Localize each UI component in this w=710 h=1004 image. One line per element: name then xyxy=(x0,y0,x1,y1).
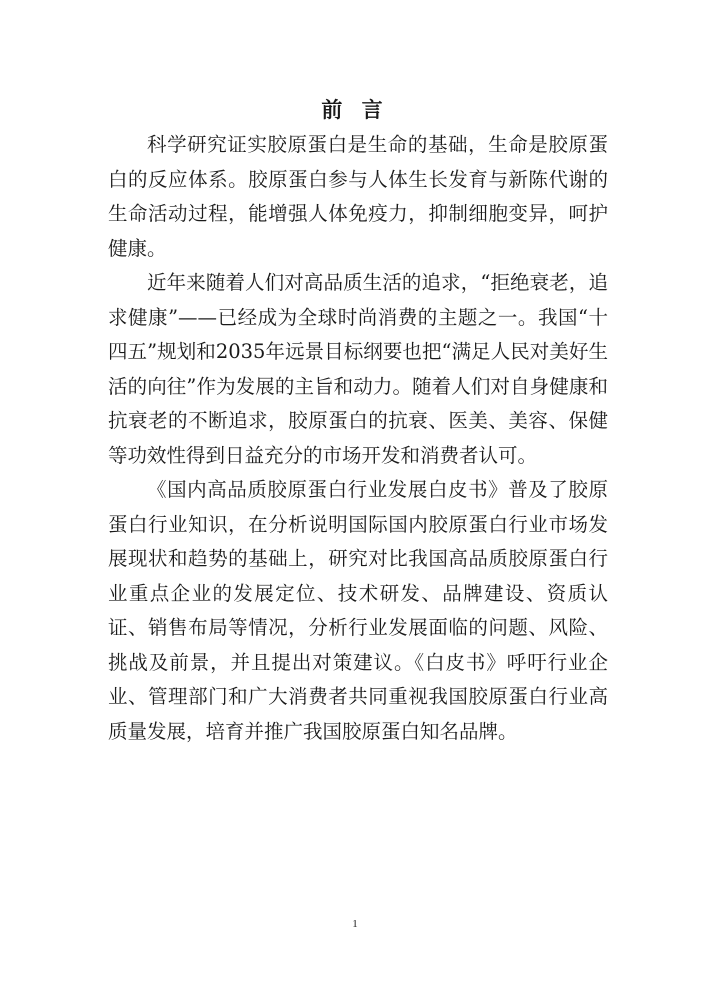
paragraph-1: 科学研究证实胶原蛋白是生命的基础，生命是胶原蛋白的反应体系。胶原蛋白参与人体生长发育与新陈代谢的生命活动过程，能增强人体免疫力，抑制细胞变异，呵护健康。 xyxy=(108,133,608,260)
body-text xyxy=(108,128,608,749)
paragraph-2: 近年来随着人们对高品质生活的追求，“拒绝衰老，追求健康”——已经成为全球时尚消费的主题之一。我国“十四五”规划和2035年远景目标纲要也把“满足人民对美好生活的向往”作为发展的主旨和动力。随着人们对自身健康和抗衰老的不断追求，胶原蛋白的抗衰、医美、美容、保健等功效性得到日益充分的市场开发和消费者认可。 xyxy=(108,271,608,467)
page-title: 前 言 xyxy=(321,98,389,122)
page-number: 1 xyxy=(352,918,358,930)
paragraph-3: 《国内高品质胶原蛋白行业发展白皮书》普及了胶原蛋白行业知识，在分析说明国际国内胶原蛋白行业市场发展现状和趋势的基础上，研究对比我国高品质胶原蛋白行业重点企业的发展定位、技术研发、品牌建设、资质认证、销售布局等情况，分析行业发展面临的问题、风险、挑战及前景，并且提出对策建议。《白皮书》呼吁行业企业、管理部门和广大消费者共同重视我国胶原蛋白行业高质量发展，培育并推广我国胶原蛋白知名品牌。 xyxy=(108,478,608,743)
